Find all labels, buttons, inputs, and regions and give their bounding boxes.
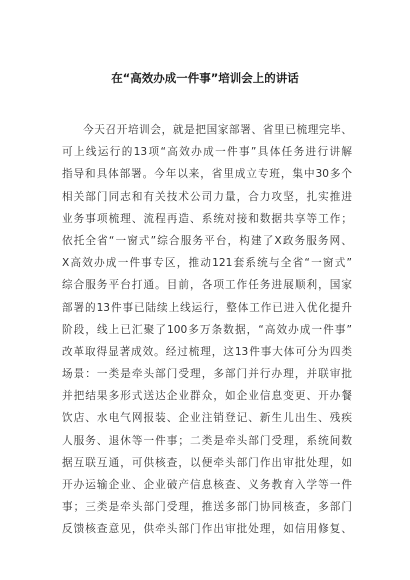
paragraph-line: 并把结果多形式送达企业群众，如企业信息变更、开办餐 bbox=[62, 390, 352, 403]
paragraph-line: 开办运输企业、企业破产信息核查、义务教育入学等一件 bbox=[62, 479, 352, 491]
paragraph-line: 饮店、水电气网报装、企业注销登记、新生儿出生、残疾 bbox=[62, 412, 352, 425]
paragraph-line: 今天召开培训会，就是把国家部署、省里已梳理完毕、 bbox=[83, 124, 352, 136]
paragraph-line: 可上线运行的13项“高效办成一件事”具体任务进行讲解 bbox=[62, 146, 352, 159]
paragraph-line: 相关部门同志和有关技术公司力量，合力攻坚，扎实推进 bbox=[62, 190, 352, 203]
paragraph-line: 事；三类是牵头部门受理，推送多部门协同核查，多部门 bbox=[62, 501, 352, 514]
paragraph-line: X高效办成一件事专区，推动121套系统与全省“一窗式” bbox=[62, 257, 352, 270]
paragraph-line: 依托全省“一窗式”综合服务平台，构建了X政务服务网、 bbox=[62, 234, 352, 247]
document-title: 在“高效办成一件事”培训会上的讲话 bbox=[111, 71, 299, 85]
paragraph-line: 场景：一类是牵头部门受理，多部门并行办理，并联审批 bbox=[62, 368, 352, 381]
paragraph-line: 据互联互通，可供核查，以便牵头部门作出审批处理，如 bbox=[62, 456, 352, 469]
paragraph-line: 综合服务平台打通。目前，各项工作任务进展顺利，国家 bbox=[62, 279, 352, 292]
paragraph-line: 业务事项梳理、流程再造、系统对接和数据共享等工作； bbox=[62, 212, 352, 225]
paragraph-line: 人服务、退休等一件事；二类是牵头部门受理，系统间数 bbox=[62, 434, 352, 447]
paragraph-line: 指导和具体部署。今年以来，省里成立专班，集中30多个 bbox=[62, 168, 352, 181]
paragraph-line: 部署的13件事已陆续上线运行，整体工作已进入优化提升 bbox=[62, 301, 352, 314]
document-body bbox=[62, 119, 352, 541]
paragraph-line: 改革取得显著成效。经过梳理，这13件事大体可分为四类 bbox=[62, 345, 352, 358]
paragraph-line: 阶段，线上已汇聚了100多万条数据，“高效办成一件事” bbox=[62, 323, 352, 336]
paragraph-line: 反馈核查意见，供牵头部门作出审批处理，如信用修复、 bbox=[62, 523, 352, 536]
